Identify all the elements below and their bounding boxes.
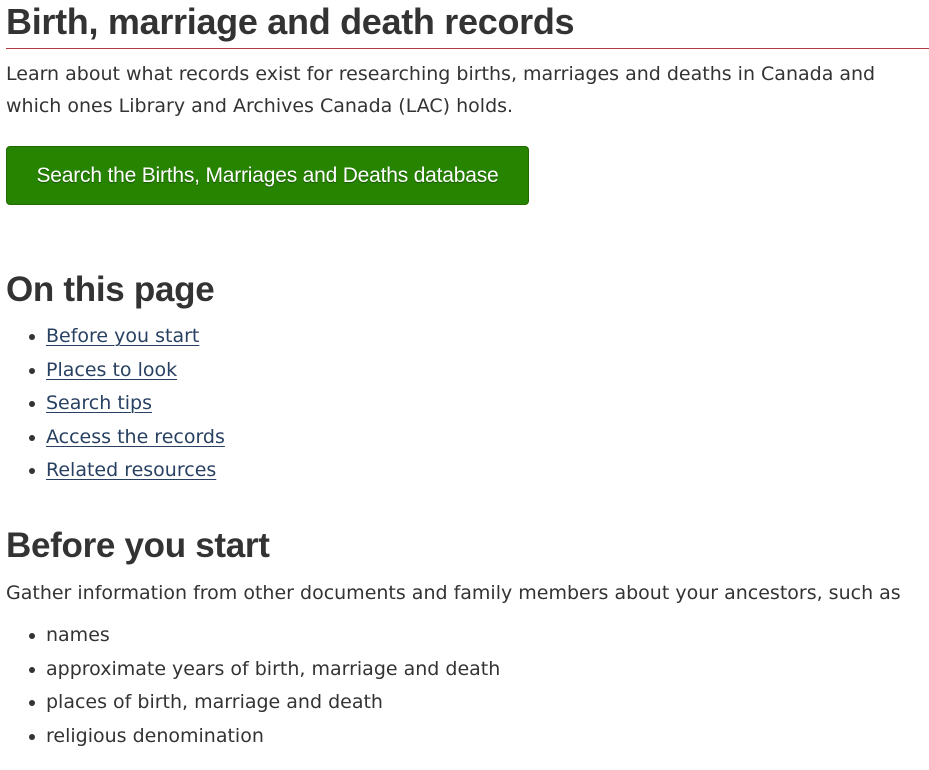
list-item: approximate years of birth, marriage and death <box>46 653 500 687</box>
search-database-button[interactable]: Search the Births, Marriages and Deaths database <box>6 146 529 205</box>
toc-item <box>46 320 225 354</box>
toc-link-related-resources[interactable]: Related resources <box>46 459 217 481</box>
toc-item <box>46 454 225 488</box>
list-item: religious denomination <box>46 720 500 754</box>
before-you-start-lead: Gather information from other documents and family members about your ancestors, such as <box>6 582 901 604</box>
title-divider <box>6 48 929 49</box>
toc-link-places-to-look[interactable]: Places to look <box>46 358 178 381</box>
toc-link-before-you-start[interactable]: Before you start <box>46 325 200 347</box>
list-item: names <box>46 619 500 653</box>
toc-link-access-the-records[interactable]: Access the records <box>46 425 225 448</box>
toc-link-search-tips[interactable]: Search tips <box>46 392 153 414</box>
toc-item <box>46 354 225 388</box>
intro-paragraph: Learn about what records exist for researching births, marriages and deaths in Canada and which ones Library and Archives Canada (LAC) holds. <box>6 63 876 117</box>
on-this-page-heading: On this page <box>6 270 215 309</box>
on-this-page-list <box>0 320 225 488</box>
toc-item <box>46 387 225 421</box>
list-item: places of birth, marriage and death <box>46 686 500 720</box>
before-you-start-heading: Before you start <box>6 526 270 565</box>
ancestor-info-list <box>0 619 500 753</box>
page-title: Birth, marriage and death records <box>6 1 575 42</box>
toc-item <box>46 421 225 455</box>
